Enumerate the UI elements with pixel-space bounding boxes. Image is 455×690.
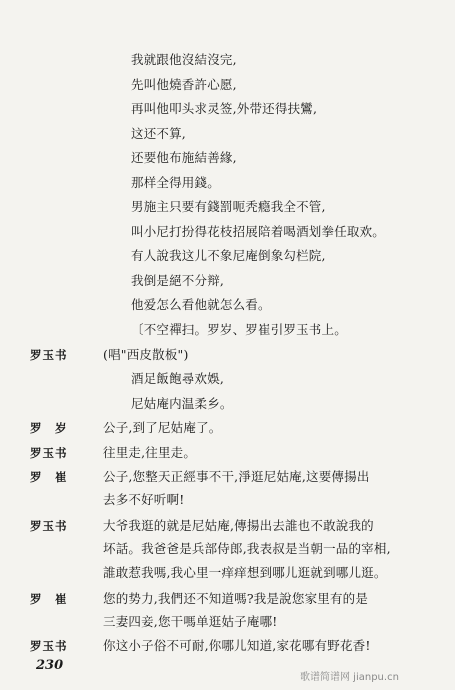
speaker-label: 罗玉书	[30, 519, 68, 533]
speaker-label: 罗玉书	[30, 348, 68, 362]
dialogue-line: 公子,到了尼姑庵了。	[103, 420, 222, 435]
speaker-label: 罗 岁	[30, 421, 68, 435]
verse-line: 再叫他叩头求灵签,外带还得扶鸞,	[131, 101, 318, 116]
speaker-label: 罗 崔	[30, 470, 68, 484]
verse-line: 那样全得用錢。	[131, 175, 220, 190]
verse-line: 我就跟他沒結沒完,	[131, 52, 237, 67]
dialogue-line: 三妻四妾,您干嗎单逛姑子庵哪!	[103, 614, 278, 629]
verse-line: 先叫他燒香許心愿,	[131, 77, 237, 92]
verse-line: 男施主只要有錢罰呃秃瘾我全不管,	[131, 199, 326, 214]
verse-line: 我倒是絕不分辩,	[131, 273, 225, 288]
dialogue-line: 您的势力,我們还不知道嗎?我是說您家里有的是	[103, 591, 369, 606]
verse-line: 叫小尼打扮得花枝招展陪着喝酒划拳任取欢。	[131, 224, 386, 239]
verse-line: 酒足飯飽尋欢娛,	[131, 371, 225, 386]
verse-line: 这还不算,	[131, 126, 186, 141]
dialogue-line: 誰敢惹我嗎,我心里一痒痒想到哪儿逛就到哪儿逛。	[103, 565, 387, 580]
dialogue-line: 去多不好听啊!	[103, 492, 185, 507]
speaker-label: 罗玉书	[30, 639, 68, 653]
watermark: 歌谱简谱网 jianpu.cn	[300, 672, 399, 683]
dialogue-line: 坏話。我爸爸是兵部侍郎,我表叔是当朝一品的宰相,	[103, 541, 391, 556]
verse-line: 有人說我这儿不象尼庵倒象勾栏院,	[131, 248, 326, 263]
song-direction: (唱"西皮散板")	[103, 347, 189, 362]
verse-line: 尼姑庵内温柔乡。	[131, 396, 233, 411]
verse-line: 还要他布施結善緣,	[131, 150, 237, 165]
speaker-label: 罗玉书	[30, 446, 68, 460]
stage-direction: 〔不空禪扫。罗岁、罗崔引罗玉书上。	[131, 322, 347, 337]
dialogue-line: 公子,您整天正經事不干,淨逛尼姑庵,这要傳揚出	[103, 469, 370, 484]
speaker-label: 罗 崔	[30, 592, 68, 606]
verse-line: 他爱怎么看他就怎么看。	[131, 297, 271, 312]
page-number: 230	[36, 658, 64, 673]
dialogue-line: 你这小子俗不可耐,你哪儿知道,家花哪有野花香!	[103, 638, 371, 653]
dialogue-line: 往里走,往里走。	[103, 445, 197, 460]
dialogue-line: 大爷我逛的就是尼姑庵,傳揚出去誰也不敢說我的	[103, 518, 374, 533]
